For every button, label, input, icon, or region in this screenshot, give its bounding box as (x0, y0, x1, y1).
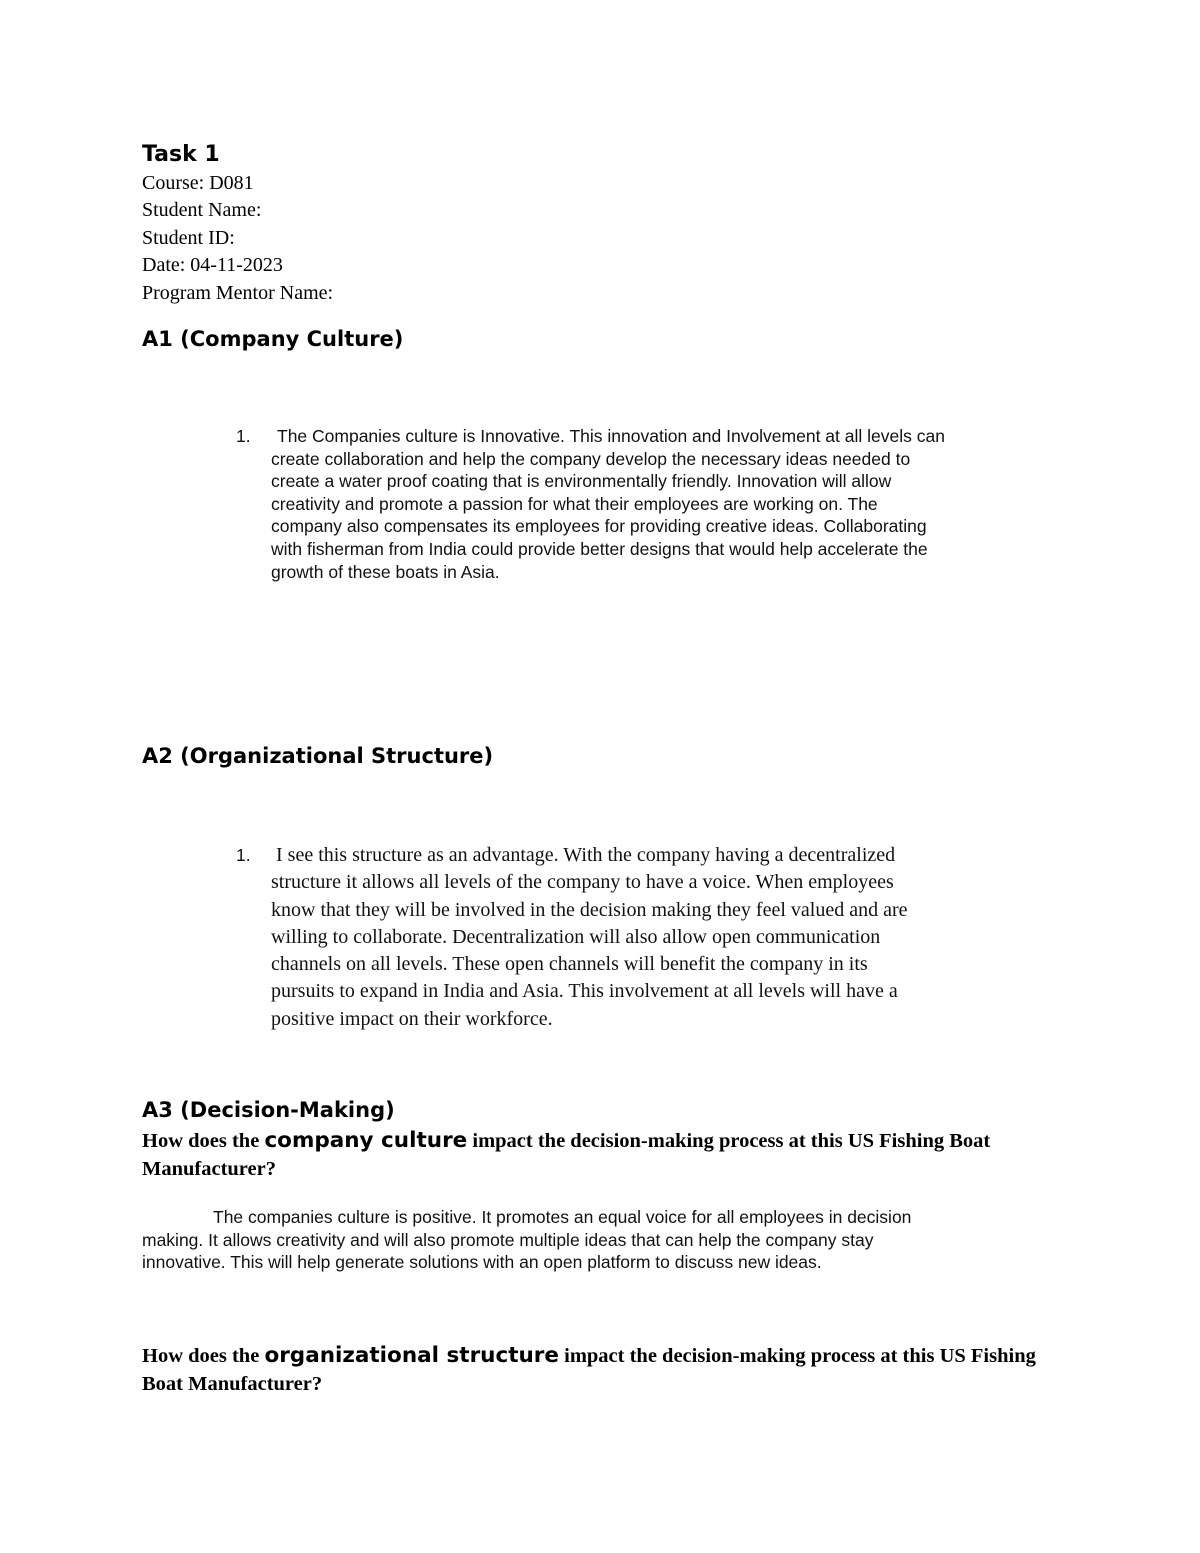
question-company-culture (142, 1127, 1072, 1183)
a1-line: with fisherman from India could provide better designs that would help accelerate the (271, 538, 928, 559)
a2-heading: A2 (Organizational Structure) (142, 744, 494, 768)
answer1-line: innovative. This will help generate solutions with an open platform to discuss new ideas. (142, 1252, 822, 1273)
answer1-line: The companies culture is positive. It promotes an equal voice for all employees in decision (213, 1207, 912, 1227)
a2-list-item (236, 842, 1036, 1042)
a1-line: The Companies culture is Innovative. This innovation and Involvement at all levels can (277, 426, 945, 446)
a1-line: create a water proof coating that is environmentally friendly. Innovation will allow (271, 471, 892, 492)
a1-list-item (236, 425, 1036, 595)
a2-line: structure it allows all levels of the company to have a voice. When employees (271, 871, 894, 894)
question2-pre: How does the (142, 1345, 265, 1367)
a2-line: positive impact on their workforce. (271, 1007, 553, 1030)
student-name-line: Student Name: (142, 199, 262, 222)
document-meta (142, 170, 333, 307)
answer-company-culture (142, 1206, 1042, 1274)
question2-emphasis: organizational structure (264, 1343, 559, 1368)
a1-line: company also compensates its employees for providing creative ideas. Collaborating (271, 516, 927, 537)
a2-line: channels on all levels. These open channels will benefit the company in its (271, 953, 868, 976)
a1-item-text (271, 425, 1036, 583)
a1-item-number: 1. (236, 426, 251, 446)
question-organizational-structure (142, 1342, 1072, 1398)
a3-heading: A3 (Decision-Making) (142, 1098, 395, 1122)
a2-item-number: 1. (236, 845, 251, 865)
answer1-line: making. It allows creativity and will also promote multiple ideas that can help the company stay (142, 1229, 874, 1250)
question2-post: impact the decision-making process at this US Fishing Boat Manufacturer? (142, 1345, 1036, 1395)
course-line: Course: D081 (142, 172, 254, 194)
a2-line: pursuits to expand in India and Asia. This involvement at all levels will have a (271, 980, 898, 1003)
a1-line: create collaboration and help the company develop the necessary ideas needed to (271, 448, 911, 469)
a2-line: I see this structure as an advantage. With the company having a decentralized (276, 844, 896, 866)
a2-line: know that they will be involved in the decision making they feel valued and are (271, 898, 908, 921)
question1-pre: How does the (142, 1130, 265, 1152)
question1-emphasis: company culture (264, 1128, 468, 1153)
mentor-line: Program Mentor Name: (142, 281, 334, 304)
a1-line: creativity and promote a passion for what their employees are working on. The (271, 493, 878, 514)
a2-line: willing to collaborate. Decentralization will also allow open communication (271, 925, 881, 948)
student-id-line: Student ID: (142, 226, 235, 249)
a1-heading: A1 (Company Culture) (142, 327, 404, 351)
a1-line: growth of these boats in Asia. (271, 561, 500, 582)
question1-post: impact the decision-making process at this US Fishing Boat Manufacturer? (142, 1130, 991, 1180)
date-line: Date: 04-11-2023 (142, 254, 283, 277)
document-title: Task 1 (142, 142, 220, 167)
a2-item-text (271, 842, 1036, 1033)
